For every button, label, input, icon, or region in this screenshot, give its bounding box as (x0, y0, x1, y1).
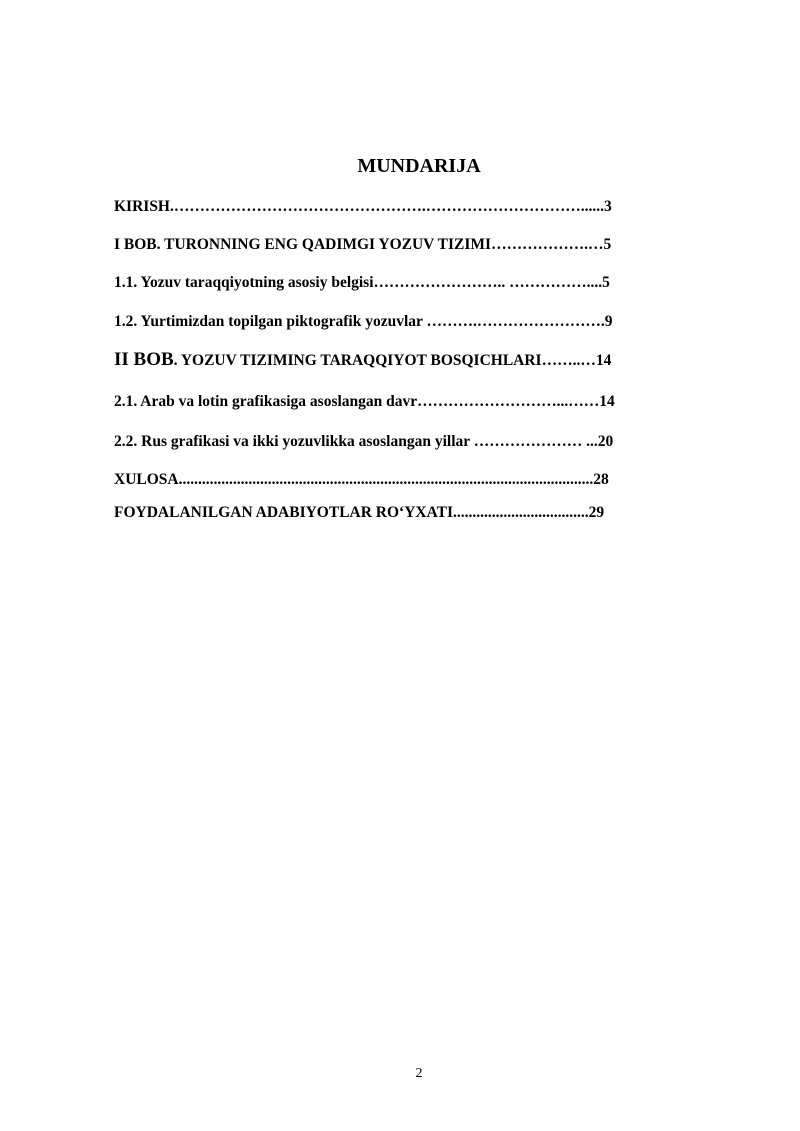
page-title: MUNDARIJA (357, 155, 481, 177)
toc-entry-xulosa: XULOSA...........................................................................................................28 (114, 471, 609, 488)
toc-entry-section-2-2: 2.2. Rus grafikasi va ikki yozuvlikka asoslangan yillar ………………… ...20 (114, 433, 614, 450)
toc-entry-kirish: KIRISH.………………………………………….…………………………......3 (114, 198, 612, 215)
toc-entry-section-2-1: 2.1. Arab va lotin grafikasiga asoslangan davr………………………...……14 (114, 393, 615, 410)
toc-entry-chapter-2 (114, 350, 611, 371)
toc-entry-chapter-2-prefix: II BOB (114, 349, 174, 370)
toc-entry-section-1-2: 1.2. Yurtimizdan topilgan piktografik yozuvlar ……….…………………….9 (114, 313, 613, 330)
toc-entry-references: FOYDALANILGAN ADABIYOTLAR RO‘YXATI...................................29 (114, 504, 605, 521)
page-number: 2 (415, 1066, 423, 1081)
toc-entry-chapter-2-title: . YOZUV TIZIMING TARAQQIYOT BOSQICHLARI……..…14 (173, 352, 612, 369)
toc-entry-section-1-1: 1.1. Yozuv taraqqiyotning asosiy belgisi…………………….. ……………....5 (114, 274, 610, 291)
toc-entry-chapter-1: I BOB. TURONNING ENG QADIMGI YOZUV TIZIMI……………….…5 (114, 236, 612, 253)
